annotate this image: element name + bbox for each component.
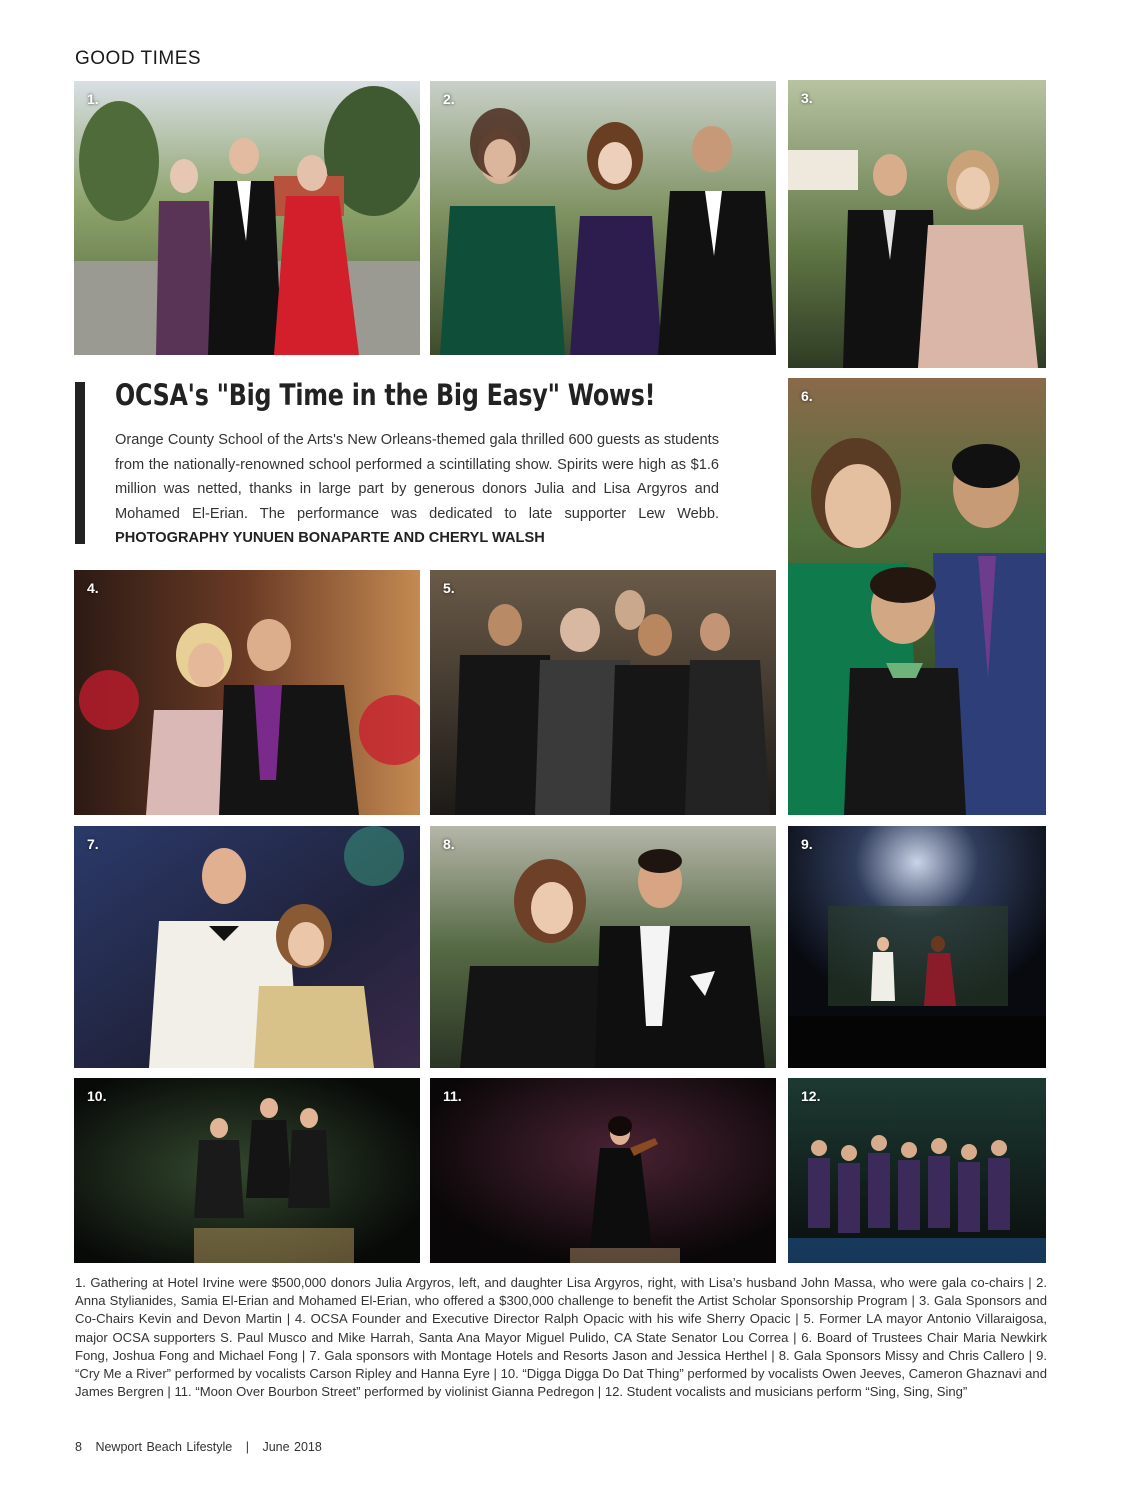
photo-credit: PHOTOGRAPHY YUNUEN BONAPARTE AND CHERYL WALSH bbox=[115, 530, 545, 547]
photo-11 bbox=[430, 1078, 776, 1263]
photo-10-image bbox=[74, 1078, 420, 1263]
photo-6 bbox=[788, 378, 1046, 815]
photo-number: 1. bbox=[87, 91, 99, 107]
photo-8-image bbox=[430, 826, 776, 1068]
article-body: Orange County School of the Arts's New Orleans-themed gala thrilled 600 guests as students from the nationally-renowned school performed a scintillating show. Spirits were high as $1.6 million was netted, thanks in large part by generous donors Julia and Lisa Argyros and Mohamed El-Erian. The performance was dedicated to late supporter Lew Webb. bbox=[115, 432, 719, 522]
article-accent-bar bbox=[75, 382, 85, 544]
photo-5 bbox=[430, 570, 776, 815]
photo-number: 10. bbox=[87, 1088, 107, 1104]
photo-10 bbox=[74, 1078, 420, 1263]
page-number: 8 bbox=[75, 1440, 82, 1454]
photo-1 bbox=[74, 81, 420, 355]
photo-number: 3. bbox=[801, 90, 813, 106]
photo-4 bbox=[74, 570, 420, 815]
photo-number: 2. bbox=[443, 91, 455, 107]
photo-12 bbox=[788, 1078, 1046, 1263]
photo-number: 7. bbox=[87, 836, 99, 852]
photo-12-image bbox=[788, 1078, 1046, 1263]
photo-number: 4. bbox=[87, 580, 99, 596]
photo-number: 9. bbox=[801, 836, 813, 852]
photo-2-image bbox=[430, 81, 776, 355]
photo-6-image bbox=[788, 378, 1046, 815]
photo-4-image bbox=[74, 570, 420, 815]
photo-5-image bbox=[430, 570, 776, 815]
photo-number: 11. bbox=[443, 1088, 462, 1104]
section-label: GOOD TIMES bbox=[75, 48, 202, 69]
photo-3 bbox=[788, 80, 1046, 368]
footer-separator: | bbox=[245, 1440, 249, 1454]
photo-9 bbox=[788, 826, 1046, 1068]
photo-11-image bbox=[430, 1078, 776, 1263]
photo-number: 5. bbox=[443, 580, 455, 596]
photo-number: 12. bbox=[801, 1088, 821, 1104]
page-footer bbox=[75, 1440, 331, 1454]
photo-2 bbox=[430, 81, 776, 355]
photo-1-image bbox=[74, 81, 420, 355]
article-headline: OCSA's "Big Time in the Big Easy" Wows! bbox=[115, 378, 656, 412]
photo-7-image bbox=[74, 826, 420, 1068]
issue-date: June 2018 bbox=[262, 1440, 322, 1454]
article-intro bbox=[115, 428, 719, 551]
publication-name: Newport Beach Lifestyle bbox=[95, 1440, 233, 1454]
photo-9-image bbox=[788, 826, 1046, 1068]
photo-captions: 1. Gathering at Hotel Irvine were $500,000 donors Julia Argyros, left, and daughter Lisa Argyros, right, with Lisa’s husband John Massa, who were gala co-chairs | 2. Anna Stylianides, Samia El-Erian and Mohamed El-Erian, who offered a $300,000 challenge to benefit the Artist Scholar Sponsorship Program | 3. Gala Sponsors and Co-Chairs Kevin and Devon Martin | 4. OCSA Founder and Executive Director Ralph Opacic with his wife Sherry Opacic | 5. Former LA mayor Antonio Villaraigosa, major OCSA supporters S. Paul Musco and Mike Harrah, Santa Ana Mayor Miguel Pulido, CA State Senator Lou Correa | 6. Board of Trustees Chair Maria Newkirk Fong, Joshua Fong and Michael Fong | 7. Gala sponsors with Montage Hotels and Resorts Jason and Jessica Herthel | 8. Gala Sponsors Missy and Chris Callero | 9. “Cry Me a River” performed by vocalists Carson Ripley and Hanna Eyre | 10. “Digga Digga Do Dat Thing” performed by vocalists Owen Jeeves, Cameron Ghaznavi and James Bergren | 11. “Moon Over Bourbon Street” performed by violinist Gianna Pedregon | 12. Student vocalists and musicians perform “Sing, Sing, Sing” bbox=[75, 1275, 1047, 1400]
photo-number: 8. bbox=[443, 836, 455, 852]
photo-8 bbox=[430, 826, 776, 1068]
photo-3-image bbox=[788, 80, 1046, 368]
photo-7 bbox=[74, 826, 420, 1068]
photo-number: 6. bbox=[801, 388, 813, 404]
